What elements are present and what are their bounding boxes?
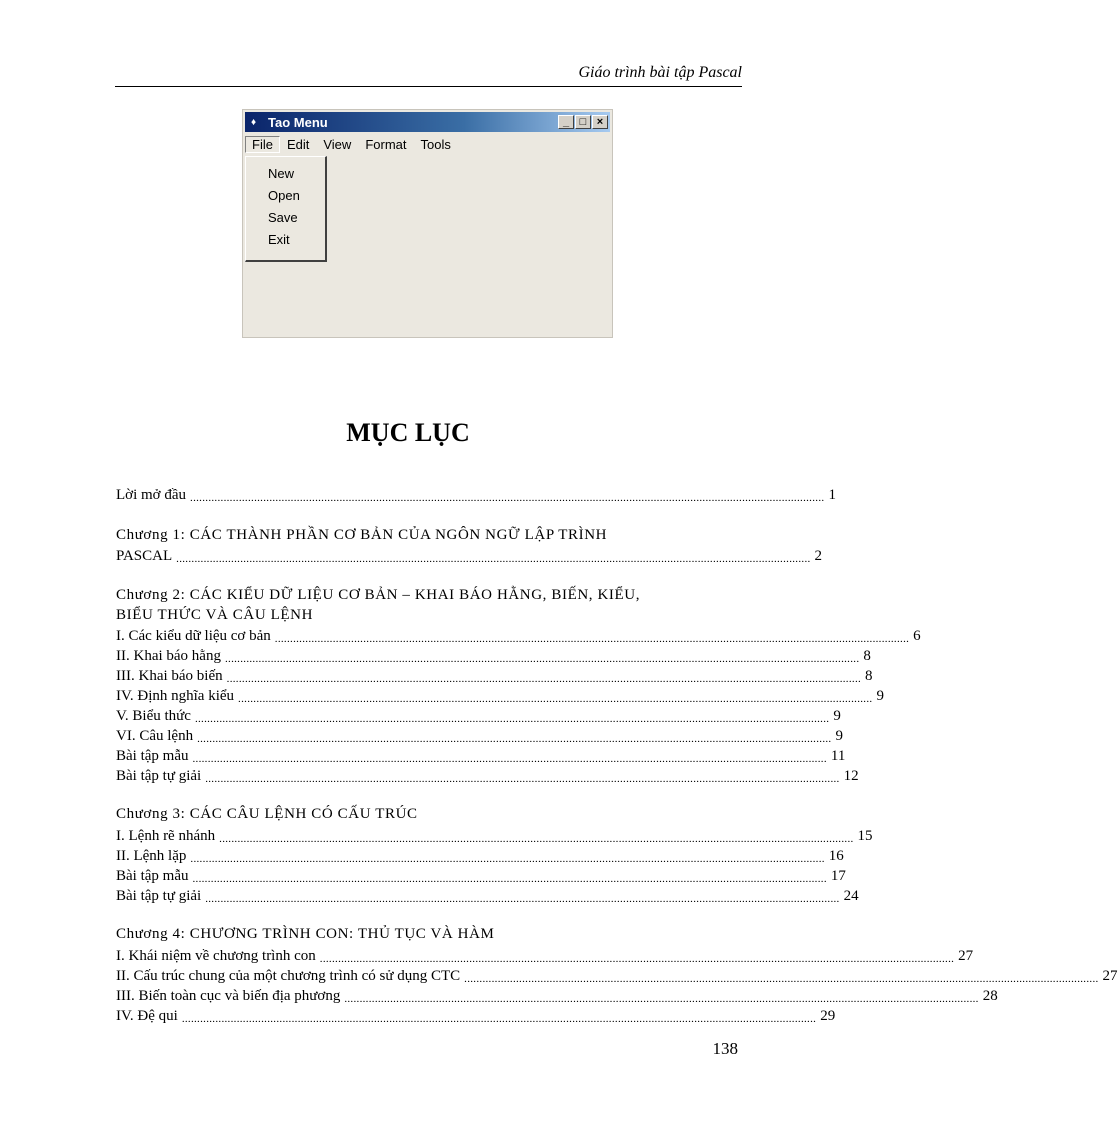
toc-entry [116, 845, 844, 865]
toc-entry-text: I. Khái niệm về chương trình con [116, 948, 316, 964]
menu-edit[interactable]: Edit [286, 136, 310, 152]
toc-entry-text: Bài tập mẫu [116, 748, 189, 764]
header-rule [115, 86, 742, 87]
toc-leader: ................................................................................................................................................................................................................ [205, 773, 840, 785]
toc-leader: ................................................................................................................................................................................................................ [205, 893, 840, 905]
toc-leader: ................................................................................................................................................................................................................ [219, 833, 854, 845]
toc-chapter2-heading: Chương 2: CÁC KIỂU DỮ LIỆU CƠ BẢN – KHAI BÁO HẰNG, BIẾN, KIỂU, [116, 587, 641, 603]
toc-entry [116, 945, 974, 965]
toc-leader: ................................................................................................................................................................................................................ [224, 653, 860, 665]
toc-title: MỤC LỤC [346, 418, 470, 447]
toc-entry-page: 8 [865, 668, 873, 684]
toc-entry [116, 1005, 836, 1025]
window-title: Tao Menu [268, 114, 328, 130]
toc-entry-page: 9 [835, 728, 843, 744]
toc-entry-page: 16 [828, 848, 844, 864]
toc-leader: ................................................................................................................................................................................................................ [190, 853, 825, 865]
toc-leader: ................................................................................................................................................................................................................ [181, 1013, 817, 1025]
toc-entry [116, 725, 843, 745]
menu-format[interactable]: Format [365, 136, 407, 152]
toc-entry-text: IV. Định nghĩa kiểu [116, 688, 235, 704]
toc-entry [116, 765, 859, 785]
toc-leader: ................................................................................................................................................................................................................ [194, 713, 830, 725]
toc-entry-text: Lời mở đầu [116, 487, 187, 503]
close-button[interactable]: × [592, 115, 608, 129]
toc-entry-text: II. Khai báo hằng [116, 648, 221, 664]
toc-entry-text: I. Lệnh rẽ nhánh [116, 828, 216, 844]
toc-entry-page: 17 [830, 868, 846, 884]
toc-entry-page: 2 [814, 548, 823, 564]
toc-chapter1-heading: Chương 1: CÁC THÀNH PHẦN CƠ BẢN CỦA NGÔN NGỮ LẬP TRÌNH [116, 527, 608, 543]
toc-entry-text: VI. Câu lệnh [116, 728, 194, 744]
toc-leader: ................................................................................................................................................................................................................ [238, 693, 873, 705]
menu-view[interactable]: View [323, 136, 352, 152]
menu-item-save[interactable]: Save [268, 210, 298, 225]
toc-entry-page: 27 [958, 948, 974, 964]
toc-entry-page: 24 [843, 888, 859, 904]
menu-item-exit[interactable]: Exit [268, 232, 290, 247]
toc-entry [116, 745, 846, 765]
toc-leader: ................................................................................................................................................................................................................ [190, 492, 825, 504]
toc-entry-page: 15 [857, 828, 873, 844]
toc-leader: ................................................................................................................................................................................................................ [226, 673, 862, 685]
toc-entry [116, 645, 871, 665]
toc-leader: ................................................................................................................................................................................................................ [192, 753, 827, 765]
menubar [245, 134, 610, 154]
file-dropdown-menu [245, 156, 327, 262]
toc-entry-text: II. Cấu trúc chung của một chương trình có sử dụng CTC [116, 968, 461, 984]
toc-entry-text: III. Khai báo biến [116, 668, 223, 684]
toc-leader: ................................................................................................................................................................................................................ [274, 633, 910, 645]
window-titlebar [245, 112, 610, 132]
toc-leader: ................................................................................................................................................................................................................ [197, 733, 832, 745]
menu-window-screenshot [242, 109, 613, 338]
toc-entry-page: 9 [833, 708, 841, 724]
menu-file[interactable]: File [245, 136, 280, 153]
toc-entry [116, 985, 998, 1005]
menu-item-new[interactable]: New [268, 166, 295, 181]
maximize-button[interactable]: □ [575, 115, 591, 129]
toc-chapter4-heading: Chương 4: CHƯƠNG TRÌNH CON: THỦ TỤC VÀ HÀM [116, 926, 495, 942]
toc-entry-ch1 [116, 545, 823, 565]
toc-leader: ................................................................................................................................................................................................................ [344, 993, 979, 1005]
toc-entry-text: III. Biến toàn cục và biến địa phương [116, 988, 341, 1004]
toc-entry [116, 665, 873, 685]
toc-leader: ................................................................................................................................................................................................................ [319, 953, 955, 965]
menu-item-open[interactable]: Open [268, 188, 300, 203]
toc-entry-text: Bài tập tự giải [116, 768, 202, 784]
toc-entry-page: 8 [863, 648, 871, 664]
menu-tools[interactable]: Tools [420, 136, 451, 152]
toc-entry [116, 825, 873, 845]
toc-leader: ................................................................................................................................................................................................................ [176, 553, 811, 565]
app-icon: ♦ [251, 116, 257, 128]
toc-entry [116, 885, 859, 905]
toc-entry [116, 965, 1118, 985]
toc-entry-text: PASCAL [116, 548, 173, 564]
toc-entry-page: 12 [843, 768, 859, 784]
toc-entry-text: II. Lệnh lặp [116, 848, 187, 864]
toc-entry-text: I. Các kiểu dữ liệu cơ bản [116, 628, 271, 644]
toc-entry-text: IV. Đệ qui [116, 1008, 178, 1024]
toc-entry [116, 625, 921, 645]
toc-entry-text: Bài tập tự giải [116, 888, 202, 904]
page-number: 138 [712, 1039, 738, 1058]
toc-entry [116, 685, 884, 705]
toc-entry-text: Bài tập mẫu [116, 868, 189, 884]
toc-leader: ................................................................................................................................................................................................................ [464, 973, 1099, 985]
toc-chapter2-heading-cont: BIỂU THỨC VÀ CÂU LỆNH [116, 607, 314, 623]
toc-entry-page: 9 [876, 688, 884, 704]
toc-entry-page: 28 [982, 988, 998, 1004]
toc-entry-text: V. Biểu thức [116, 708, 191, 724]
toc-entry-page: 6 [913, 628, 921, 644]
toc-leader: ................................................................................................................................................................................................................ [192, 873, 827, 885]
toc-entry-intro [116, 484, 836, 504]
minimize-button[interactable]: _ [558, 115, 574, 129]
toc-entry-page: 27 [1102, 968, 1118, 984]
toc-entry-page: 11 [830, 748, 846, 764]
running-header: Giáo trình bài tập Pascal [578, 64, 742, 81]
toc-entry [116, 865, 846, 885]
toc-entry [116, 705, 841, 725]
toc-entry-page: 29 [820, 1008, 836, 1024]
toc-chapter3-heading: Chương 3: CÁC CÂU LỆNH CÓ CẤU TRÚC [116, 806, 418, 822]
toc-entry-page: 1 [828, 487, 836, 503]
